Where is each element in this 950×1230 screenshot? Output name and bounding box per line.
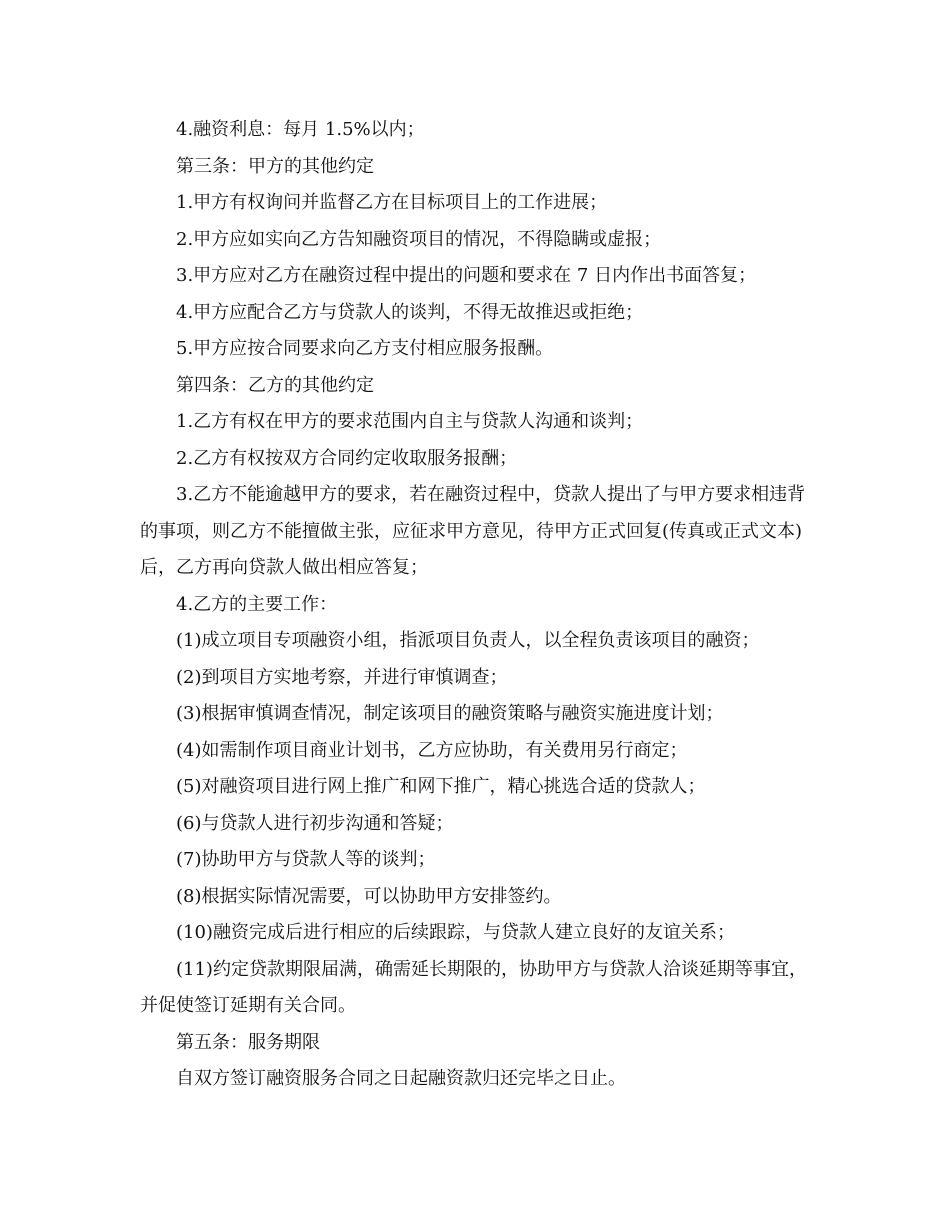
list-item-work-7: (7)协助甲方与贷款人等的谈判； xyxy=(176,849,436,870)
list-item-work-2: (2)到项目方实地考察，并进行审慎调查； xyxy=(176,666,508,688)
section-heading-article-4: 第四条：乙方的其他约定 xyxy=(176,374,374,396)
section-heading-article-5: 第五条：服务期限 xyxy=(176,1031,320,1053)
paragraph-party-b-main-work: 4.乙方的主要工作： xyxy=(176,593,338,615)
list-item-work-5: (5)对融资项目进行网上推广和网下推广，精心挑选合适的贷款人； xyxy=(176,776,706,797)
paragraph-party-a-duty-2: 2.甲方应如实向乙方告知融资项目的情况，不得隐瞒或虚报； xyxy=(176,228,662,250)
list-item-work-4: (4)如需制作项目商业计划书，乙方应协助，有关费用另行商定； xyxy=(176,739,688,761)
paragraph-service-term: 自双方签订融资服务合同之日起融资款归还完毕之日止。 xyxy=(176,1068,626,1089)
paragraph-party-b-right-1: 1.乙方有权在甲方的要求范围内自主与贷款人沟通和谈判； xyxy=(176,411,644,432)
list-item-work-10: (10)融资完成后进行相应的后续跟踪，与贷款人建立良好的友谊关系； xyxy=(176,922,735,943)
paragraph-party-a-right-1: 1.甲方有权询问并监督乙方在目标项目上的工作进展； xyxy=(176,192,608,213)
list-item-work-3: (3)根据审慎调查情况，制定该项目的融资策略与融资实施进度计划； xyxy=(176,703,724,724)
section-heading-article-3: 第三条：甲方的其他约定 xyxy=(176,155,374,177)
list-item-work-6: (6)与贷款人进行初步沟通和答疑； xyxy=(176,812,454,834)
document-body xyxy=(140,112,808,1098)
paragraph-party-a-duty-3: 3.甲方应对乙方在融资过程中提出的问题和要求在 7 日内作出书面答复； xyxy=(176,265,757,286)
paragraph-party-a-duty-5: 5.甲方应按合同要求向乙方支付相应服务报酬。 xyxy=(176,338,554,359)
paragraph-financing-interest: 4.融资利息：每月 1.5%以内； xyxy=(176,119,425,140)
paragraph-party-a-duty-4: 4.甲方应配合乙方与贷款人的谈判，不得无故推迟或拒绝； xyxy=(176,301,644,323)
paragraph-party-b-duty-3: 3.乙方不能逾越甲方的要求，若在融资过程中，贷款人提出了与甲方要求相违背的事项，则乙方不能擅做主张，应征求甲方意见，待甲方正式回复(传真或正式文本)后，乙方再向贷款人做出相应答复； xyxy=(140,484,806,578)
paragraph-party-b-right-2: 2.乙方有权按双方合同约定收取服务报酬； xyxy=(176,447,518,469)
list-item-work-8: (8)根据实际情况需要，可以协助甲方安排签约。 xyxy=(176,885,562,907)
list-item-work-11: (11)约定贷款期限届满，确需延长期限的，协助甲方与贷款人洽谈延期等事宜，并促使签订延期有关合同。 xyxy=(140,958,807,1016)
list-item-work-1: (1)成立项目专项融资小组，指派项目负责人，以全程负责该项目的融资； xyxy=(176,630,760,651)
